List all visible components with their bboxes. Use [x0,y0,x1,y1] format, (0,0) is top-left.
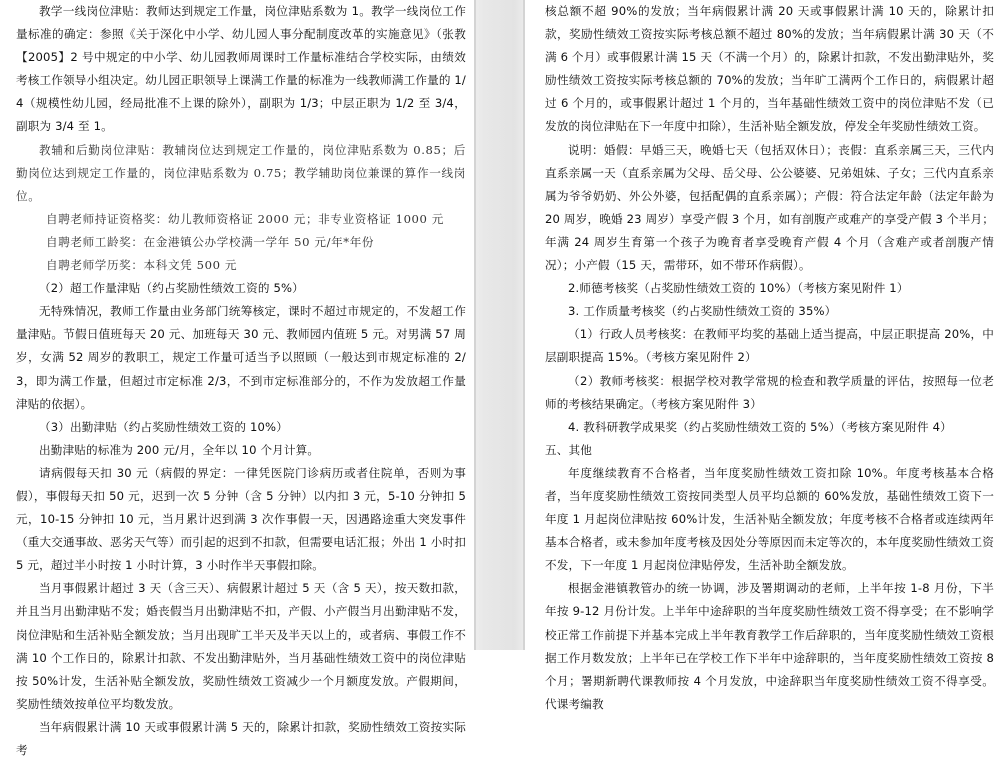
section-heading-overtime-allowance: （2）超工作量津贴（约占奖励性绩效工资的 5%） [39,281,304,296]
page-edge-left [474,0,476,650]
paragraph-support-post-allowance: 教辅和后勤岗位津贴：教辅岗位达到规定工作量的，岗位津贴系数为 0.85；后勤岗位达到规定工作量的，岗位津贴系数为 0.75；教学辅助岗位兼课的算作一线岗位。 [16,142,466,203]
paragraph-annual-leave-continued: 核总额不超 90%的发放；当年病假累计满 20 天或事假累计满 10 天的，除累计扣款，奖励性绩效工资按实际考核总额不超过 80%的发放；当年病假累计满 30 天（不满 6 个月）或事假累计满 15 天（不满一个月）的，除累计扣款，不发出勤津贴外，奖励性绩效工资按实际考核总额的 70%的发放；当年旷工满两个工作日的，病假累计超过 6 个月的，或事假累计超过 1 个月的，当年基础性绩效工资中的岗位津贴不发（已发放的岗位津贴在下一年度中扣除），生活补贴全额发放，停发全年奖励性绩效工资。 [545,4,994,134]
section-heading-attendance-allowance: （3）出勤津贴（约占奖励性绩效工资的 10%） [39,419,288,434]
section-heading-research-award: 4. 教科研教学成果奖（约占奖励性绩效工资的 5%）（考核方案见附件 4） [568,419,952,434]
paragraph-attendance-standard: 出勤津贴的标准为 200 元/月，全年以 10 个月计算。 [39,442,320,457]
paragraph-teacher-award: （2）教师考核奖：根据学校对教学常规的检查和教学质量的评估，按照每一位老师的考核结果确定。（考核方案见附件 3） [545,373,994,411]
paragraph-monthly-leave-rules: 当月事假累计超过 3 天（含三天）、病假累计超过 5 天（含 5 天），按天数扣款，并且当月出勤津贴不发；婚丧假当月出勤津贴不扣，产假、小产假当月出勤津贴不发，岗位津贴和生活补贴全额发放；当月出现旷工半天及半天以上的，或者病、事假工作不满 10 个工作日的，除累计扣款、不发出勤津贴外，当月基础性绩效工资中的岗位津贴按 50%计发，生活补贴全额发放，奖励性绩效工资减少一个月额度发放。产假期间，奖励性绩效按单位平均数发放。 [16,581,466,711]
paragraph-admin-staff-award: （1）行政人员考核奖：在教师平均奖的基础上适当提高，中层正职提高 20%，中层副职提高 15%。（考核方案见附件 2） [545,327,994,365]
paragraph-transfer-rules: 根据金港镇教管办的统一协调，涉及署期调动的老师，上半年按 1-8 月份，下半年按 9-12 月份计发。上半年中途辞职的当年度奖励性绩效工资不得享受；在不影响学校正常工作前提下并基本完成上半年教育教学工作后辞职的，当年度奖励性绩效工资根据工作月数发放；上半年已在学校工作下半年中途辞职的，当年度奖励性绩效工资按 8 个月；署期新聘代课教师按 4 个月发放，中途辞职当年度奖励性绩效工资不得享受。代课考编教 [545,581,994,711]
paragraph-teaching-post-allowance: 教学一线岗位津贴：教师达到规定工作量，岗位津贴系数为 1。教学一线岗位工作量标准的确定：参照《关于深化中小学、幼儿园人事分配制度改革的实施意见》（张教【2005】2 号中规定的中小学、幼儿园教师周课时工作量标准结合学校实际，由绩效考核工作领导小组决定。幼儿园正职领导上课满工作量的标准为一线教师满工作量的 1/4（规模性幼儿园，经局批准不上课的除外），副职为 1/3；中层正职为 1/2 至 3/4，副职为 3/4 至 1。 [16,4,466,134]
left-document-page [0,0,474,757]
section-heading-ethics-award: 2.师德考核奖（占奖励性绩效工资的 10%）（考核方案见附件 1） [568,281,909,296]
right-document-page [525,0,1000,711]
right-page-text [545,0,994,716]
section-heading-quality-award: 3. 工作质量考核奖（约占奖励性绩效工资的 35%） [568,304,837,319]
paragraph-leave-definitions: 说明：婚假：早婚三天，晚婚七天（包括双休日）；丧假：直系亲属三天，三代内直系亲属一天（直系亲属为父母、岳父母、公公婆婆、兄弟姐妹、子女；三代内直系亲属为爷爷奶奶、外公外婆，包括配偶的直系亲属）；产假：符合法定年龄（法定年龄为 20 周岁，晚婚 23 周岁）享受产假 3 个月，如有剖腹产或难产的享受产假 3 个半月；年满 24 周岁生育第一个孩子为晚育者享受晚育产假 4 个月（含难产或者剖腹产情况）；小产假（15 天，需带环，如不带环作病假）。 [545,142,994,273]
paragraph-seniority-award: 自聘老师工龄奖：在金港镇公办学校满一学年 50 元/年*年份 [46,234,375,249]
page-gutter [474,0,525,650]
left-page-text [16,0,466,762]
paragraph-leave-deductions: 请病假每天扣 30 元（病假的界定：一律凭医院门诊病历或者住院单，否则为事假），事假每天扣 50 元，迟到一次 5 分钟（含 5 分钟）以内扣 3 元，5-10 分钟扣 5 元，10-15 分钟扣 10 元，当月累计迟到满 3 次作事假一天，因遇路途重大突发事件（重大交通事故、恶劣天气等）而引起的迟到不扣款，但需要电话汇报；外出 1 小时扣 5 元，超过半小时按 1 小时计算，3 小时作半天事假扣除。 [16,465,466,573]
paragraph-education-award: 自聘老师学历奖：本科文凭 500 元 [46,258,238,273]
paragraph-annual-leave-rules: 当年病假累计满 10 天或事假累计满 5 天的，除累计扣款，奖励性绩效工资按实际考 [16,719,466,757]
paragraph-continuing-education: 年度继续教育不合格者，当年度奖励性绩效工资扣除 10%。年度考核基本合格者，当年度奖励性绩效工资按同类型人员平均总额的 60%发放，基础性绩效工资下一年度 1 月起岗位津贴按 60%计发，生活补贴全额发放；年度考核不合格者或连续两年基本合格者，或未参加年度考核及因处分等原因而未定等次的，本年度奖励性绩效工资不发，下一年度 1 月起岗位津贴停发，生活补助全额发放。 [545,465,994,573]
paragraph-qualification-award: 自聘老师持证资格奖：幼儿教师资格证 2000 元；非专业资格证 1000 元 [46,211,444,226]
section-heading-other: 五、其他 [545,442,592,457]
paragraph-overtime-rules: 无特殊情况，教师工作量由业务部门统筹核定，课时不超过市规定的，不发超工作量津贴。节假日值班每天 20 元、加班每天 30 元、教师园内值班 5 元。对男满 57 周岁，女满 52 周岁的教职工，规定工作量可适当予以照顾（一般达到市规定标准的 2/3，即为满工作量，但超过市定标准 2/3，不到市定标准部分的，不作为发放超工作量津贴的依据）。 [16,304,466,411]
